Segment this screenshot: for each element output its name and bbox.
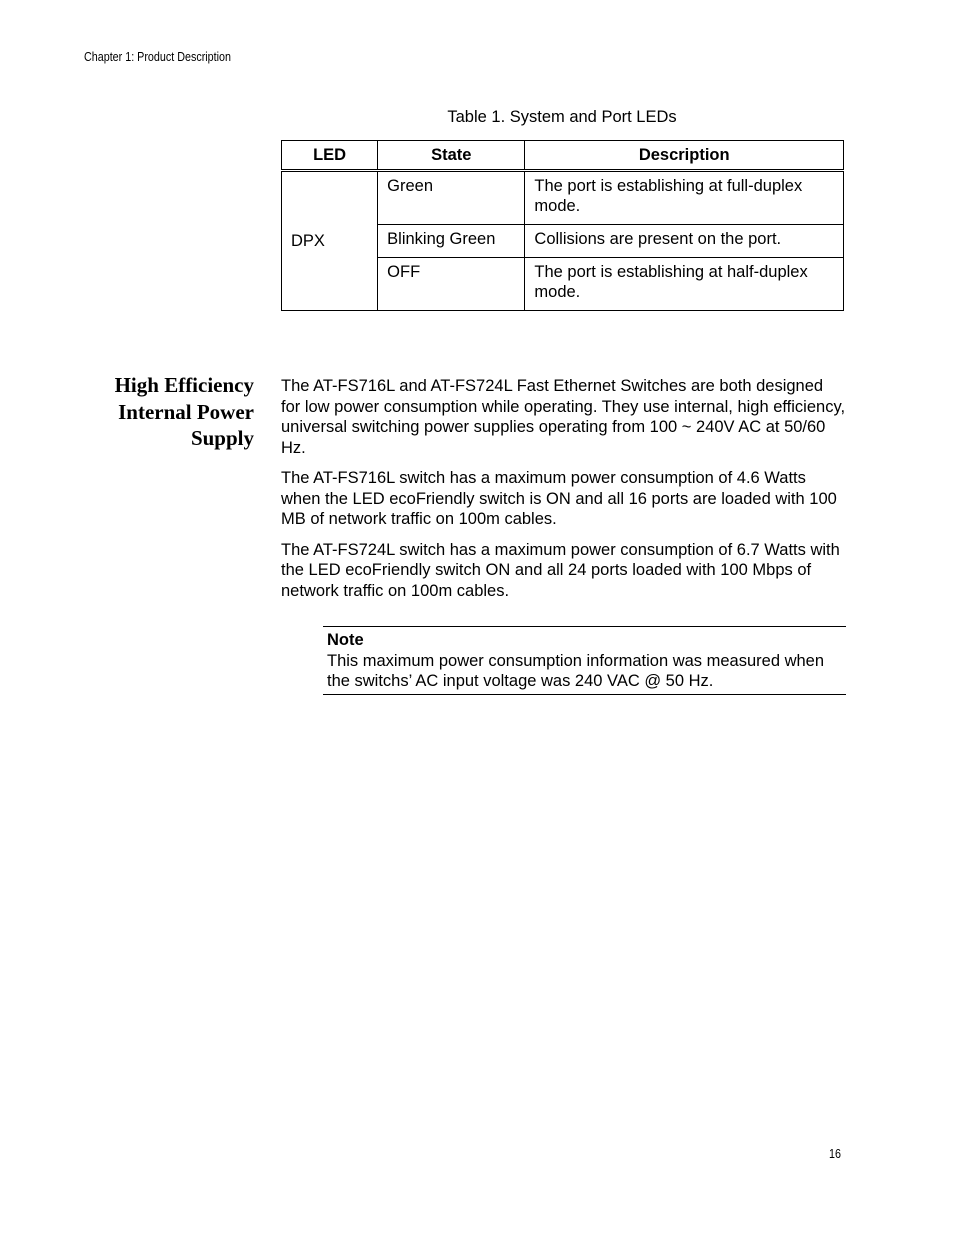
body-paragraph: The AT-FS724L switch has a maximum power consumption of 6.7 Watts with the LED ecoFriendly switch ON and all 24 ports loaded with 100 Mbps of network traffic on 100m cables. <box>281 540 840 600</box>
description-cell: The port is establishing at half-duplex mode. <box>525 258 844 311</box>
description-cell: Collisions are present on the port. <box>525 225 844 258</box>
note-title: Note <box>327 631 364 649</box>
table-header-row <box>282 141 844 171</box>
note-box <box>323 626 846 695</box>
table-caption: Table 1. System and Port LEDs <box>447 108 677 126</box>
section-heading-line: Supply <box>190 426 254 450</box>
section-heading-line: Internal Power <box>118 399 254 424</box>
page-number: 16 <box>829 1147 841 1161</box>
section-heading-line: High Efficiency <box>114 373 254 397</box>
body-paragraph: The AT-FS716L and AT-FS724L Fast Ethernet Switches are both designed for low power consumption while operating. They use internal, high efficiency, universal switching power supplies operating from 100 ~ 240V AC at 50/60 Hz. <box>281 377 846 457</box>
section-body <box>281 376 846 611</box>
table-row <box>282 171 844 225</box>
state-cell: Green <box>378 171 525 225</box>
state-cell: OFF <box>378 258 525 311</box>
column-header-description: Description <box>525 141 844 171</box>
note-text: This maximum power consumption information was measured when the switchs’ AC input voltage was 240 VAC @ 50 Hz. <box>327 651 825 690</box>
running-header: Chapter 1: Product Description <box>84 50 231 64</box>
column-header-led: LED <box>282 141 378 171</box>
led-table <box>281 140 844 311</box>
led-name-cell: DPX <box>282 171 378 311</box>
column-header-state: State <box>378 141 525 171</box>
section-heading <box>60 372 254 452</box>
state-cell: Blinking Green <box>378 225 525 258</box>
description-cell: The port is establishing at full-duplex mode. <box>525 171 844 225</box>
body-paragraph: The AT-FS716L switch has a maximum power consumption of 4.6 Watts when the LED ecoFriendly switch is ON and all 16 ports are loaded with 100 MB of network traffic on 100m cables. <box>281 469 837 528</box>
